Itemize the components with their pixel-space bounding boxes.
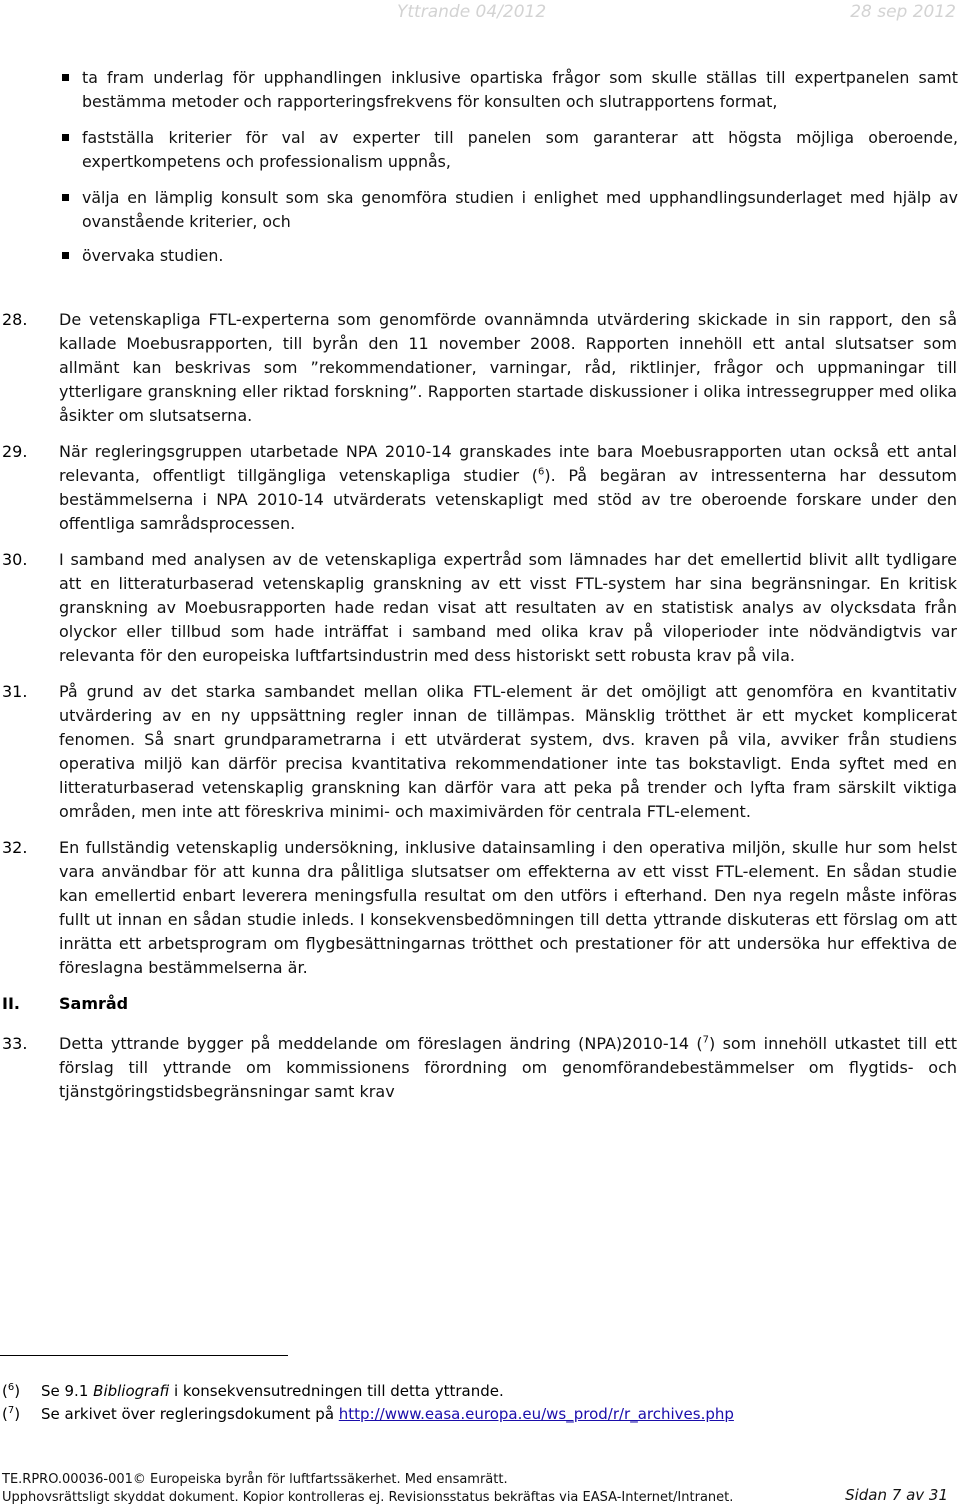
paragraph-text: På grund av det starka sambandet mellan olika FTL-element är det omöjligt att genomföra en kvantitativ utvärdering av en ny uppsättning regler innan de tillämpas. Mänsklig trötthet är ett mycket komplicerat fenomen. Så snart grundparametrarna i ett utvärderat system, dvs. kraven på vila, avviker från studiens operativa miljö kan därför precisa kvantitativa rekommendationer inte tas bokstavligt. Enda syftet med en litteraturbaserad vetenskaplig granskning kan därför vara att peka på trender och lyfta fram särskilt viktiga områden, men inte att föreskriva minimi- och maximivärden för centrala FTL-element. (59, 682, 957, 821)
bullet-list (60, 66, 958, 280)
paragraph-text: De vetenskapliga FTL-experterna som genomförde ovannämnda utvärdering skickade in sin rapport, den så kallade Moebusrapporten, till byrån den 11 november 2008. Rapporten innehöll ett antal slutsatser som allmänt kan beskrivas som ”rekommendationer, varningar, råd, riktlinjer, frågor och uppmaningar till ytterligare granskning eller riktad forskning”. Rapporten startade diskussioner i olika intressegrupper med olika åsikter om slutsatserna. (59, 310, 957, 425)
paragraph-text-part: ). På begäran av intressenterna har dessutom bestämmelserna i NPA 2010-14 utvärderats vetenskapligt med stöd av tre oberoende forskare under den offentliga samrådsprocessen. (59, 466, 957, 533)
bullet-item (60, 66, 958, 114)
bullet-square-icon (62, 252, 69, 259)
bullet-text: fastställa kriterier för val av experter till panelen som garanterar att högsta möjliga oberoende, expertkompetens och professionalism uppnås, (82, 128, 958, 171)
bullet-text: övervaka studien. (82, 246, 224, 265)
bullet-square-icon (62, 194, 69, 201)
paragraph-number: 31. (2, 682, 28, 701)
footnote-6 (0, 1380, 960, 1403)
footnote-divider (0, 1355, 288, 1356)
bullet-square-icon (62, 74, 69, 81)
paragraph-text-part: ) som innehöll utkastet till ett förslag till yttrande om kommissionens förordning om genomförandebestämmelser om flygtids- och tjänstgöringstidsbegränsningar samt krav (59, 1034, 957, 1101)
paragraph-text-part: Detta yttrande bygger på meddelande om föreslagen ändring (NPA)2010-14 ( (59, 1034, 703, 1053)
bullet-item (60, 126, 958, 174)
document-date: 28 sep 2012 (850, 2, 956, 22)
archive-link[interactable]: http://www.easa.europa.eu/ws_prod/r/r_archives.php (338, 1405, 734, 1423)
page-number: Sidan 7 av 31 (845, 1486, 948, 1504)
footnote-text: Se arkivet över regleringsdokument på http://www.easa.europa.eu/ws_prod/r/r_archives.php (41, 1405, 734, 1423)
page-footer (0, 1472, 960, 1509)
paragraph-number: 32. (2, 838, 28, 857)
paragraph-number: 28. (2, 310, 28, 329)
page-header (0, 0, 960, 26)
bullet-item (60, 244, 958, 268)
paragraph-number: 33. (2, 1034, 28, 1053)
paragraph-31 (0, 680, 960, 824)
footnote-mark: ($^7$) (2, 1405, 21, 1423)
footnote-text: Se 9.1 Bibliografi i konsekvensutredningen till detta yttrande. (41, 1382, 504, 1400)
section-heading (0, 994, 960, 1018)
footer-notice: Upphovsrättsligt skyddat dokument. Kopior kontrolleras ej. Revisionsstatus bekräftas via EASA-Internet/Intranet. (2, 1490, 734, 1505)
paragraph-text-part: När regleringsgruppen utarbetade NPA 2010-14 granskades inte bara Moebusrapporten utan också ett antal relevanta, offentligt tillgängliga vetenskapliga studier ( (59, 442, 957, 485)
paragraph-33 (0, 1032, 960, 1104)
footnote-7 (0, 1403, 960, 1426)
paragraph-number: 30. (2, 550, 28, 569)
numbered-paragraphs (0, 308, 960, 1116)
paragraph-text (59, 440, 957, 536)
paragraph-30 (0, 548, 960, 668)
bullet-item (60, 186, 958, 234)
paragraph-text: En fullständig vetenskaplig undersökning, inklusive datainsamling i den operativa miljön, skulle hur som helst vara användbar för att kunna dra pålitliga slutsatser om effekterna av ett visst FTL-element. En sådan studie kan emellertid enbart leverera meningsfulla resultat om den utförs i efterhand. Den nya regeln måste införas fullt ut innan en sådan studie inleds. I konsekvensbedömningen till detta yttrande diskuteras ett förslag om att inrätta ett arbetsprogram om flygbesättningarnas trötthet och prestationer för att undersöka hur effektiva de föreslagna bestämmelserna är. (59, 838, 957, 977)
section-title: Samråd (59, 994, 129, 1013)
paragraph-text (59, 1032, 957, 1104)
footnote-ref[interactable]: 6 (538, 466, 545, 478)
footnotes (0, 1380, 960, 1426)
document-title: Yttrande 04/2012 (397, 2, 547, 22)
paragraph-29 (0, 440, 960, 536)
footer-copyright: TE.RPRO.00036-001© Europeiska byrån för luftfartssäkerhet. Med ensamrätt. (2, 1472, 508, 1487)
footnote-mark: ($^6$) (2, 1382, 21, 1400)
paragraph-28 (0, 308, 960, 428)
footnote-ref[interactable]: 7 (702, 1034, 709, 1046)
bullet-text: ta fram underlag för upphandlingen inklusive opartiska frågor som skulle ställas till expertpanelen samt bestämma metoder och rapporteringsfrekvens för konsulten och slutrapportens format, (82, 68, 958, 111)
paragraph-number: 29. (2, 442, 28, 461)
bullet-square-icon (62, 134, 69, 141)
paragraph-text: I samband med analysen av de vetenskapliga expertråd som lämnades har det emellertid blivit allt tydligare att en litteraturbaserad vetenskaplig granskning av ett visst FTL-system har sina begränsningar. En kritisk granskning av Moebusrapporten hade redan visat att resultaten av en statistisk analys av olycksdata från olyckor eller tillbud som hade inträffat i samband med olika krav på viloperioder inte nödvändigtvis var relevanta för den europeiska luftfartsindustrin med dess historiskt sett robusta krav på vila. (59, 550, 957, 665)
bullet-text: välja en lämplig konsult som ska genomföra studien i enlighet med upphandlingsunderlaget med hjälp av ovanstående kriterier, och (82, 188, 958, 231)
section-number: II. (2, 994, 20, 1013)
paragraph-32 (0, 836, 960, 980)
